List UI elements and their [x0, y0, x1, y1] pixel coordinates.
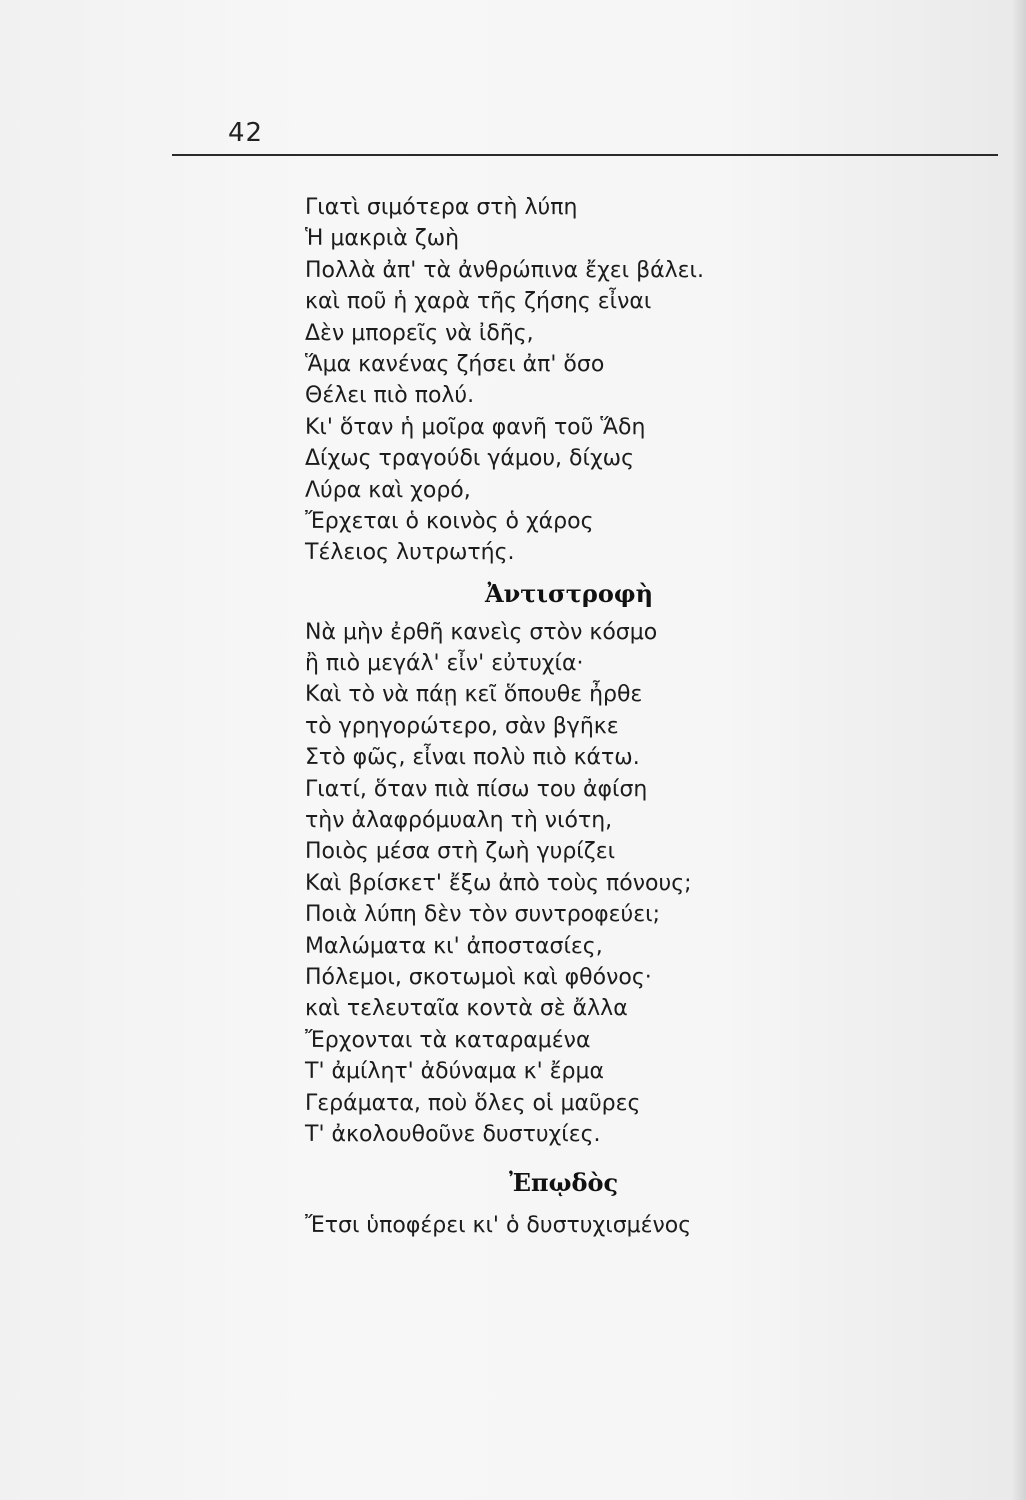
poem-line: Ποιὸς μέσα στὴ ζωὴ γυρίζει — [305, 839, 616, 865]
poem-line: Κι' ὅταν ἡ μοῖρα φανῆ τοῦ Ἅδη — [305, 414, 646, 440]
poem-line: Θέλει πιὸ πολύ. — [305, 383, 475, 409]
poem-line: Ἔτσι ὑποφέρει κι' ὁ δυστυχισμένος — [305, 1213, 692, 1239]
page-number: 42 — [228, 118, 264, 148]
poem-line: Δίχως τραγούδι γάμου, δίχως — [305, 446, 634, 472]
poem-line: Πόλεμοι, σκοτωμοὶ καὶ φθόνος· — [305, 964, 652, 990]
poem-line: Μαλώματα κι' ἀποστασίες, — [305, 933, 603, 959]
poem-line: Τ' ἀκολουθοῦνε δυστυχίες. — [305, 1121, 601, 1147]
poem-line: Στὸ φῶς, εἶναι πολὺ πιὸ κάτω. — [305, 745, 640, 771]
poem-line: Γιατί, ὅταν πιὰ πίσω του ἀφίση — [305, 776, 648, 802]
poem-stanza-2 — [305, 617, 995, 1151]
page-edge-shadow — [1012, 0, 1026, 1500]
poem-line: ἢ πιὸ μεγάλ' εἶν' εὐτυχία· — [305, 651, 584, 677]
poem-line: Ἔρχεται ὁ κοινὸς ὁ χάρος — [305, 508, 594, 534]
poem-line: Πολλὰ ἀπ' τὰ ἀνθρώπινα ἔχει βάλει. — [305, 257, 704, 283]
poem-stanza-3 — [305, 1210, 995, 1241]
poem-line: Δὲν μπορεῖς νὰ ἰδῆς, — [305, 320, 534, 346]
poem-line: τὴν ἀλαφρόμυαλη τὴ νιότη, — [305, 808, 613, 834]
poem-line: Ἅμα κανένας ζήσει ἀπ' ὅσο — [305, 351, 605, 377]
poem-line: Καὶ τὸ νὰ πάῃ κεῖ ὅπουθε ἦρθε — [305, 682, 643, 708]
poem-stanza-1 — [305, 192, 995, 569]
poem-line: καὶ ποῦ ἡ χαρὰ τῆς ζήσης εἶναι — [305, 289, 652, 315]
poem-line: Γιατὶ σιμότερα στὴ λύπη — [305, 195, 578, 220]
poem-line: τὸ γρηγορώτερο, σὰν βγῆκε — [305, 713, 619, 739]
poem-line: Λύρα καὶ χορό, — [305, 477, 471, 503]
poem-line: Καὶ βρίσκετ' ἔξω ἀπὸ τοὺς πόνους; — [305, 870, 692, 896]
poem-line: Γεράματα, ποὺ ὅλες οἱ μαῦρες — [305, 1090, 641, 1116]
poem-line: Ἔρχονται τὰ καταραμένα — [305, 1027, 591, 1053]
poem-text — [305, 192, 995, 1242]
poem-line: Τ' ἀμίλητ' ἀδύναμα κ' ἔρμα — [305, 1059, 605, 1085]
section-heading-antistrofi: Ἀντιστροφὴ — [485, 578, 654, 608]
poem-line: Ποιὰ λύπη δὲν τὸν συντροφεύει; — [305, 902, 661, 928]
header-rule — [172, 154, 998, 156]
section-heading-epodos: Ἐπῳδὸς — [509, 1168, 619, 1198]
poem-line: Τέλειος λυτρωτής. — [305, 540, 515, 566]
poem-line: Νὰ μὴν ἐρθῆ κανεὶς στὸν κόσμο — [305, 619, 658, 645]
poem-line: Ἡ μακριὰ ζωὴ — [305, 226, 460, 252]
poem-line: καὶ τελευταῖα κοντὰ σὲ ἄλλα — [305, 996, 628, 1022]
